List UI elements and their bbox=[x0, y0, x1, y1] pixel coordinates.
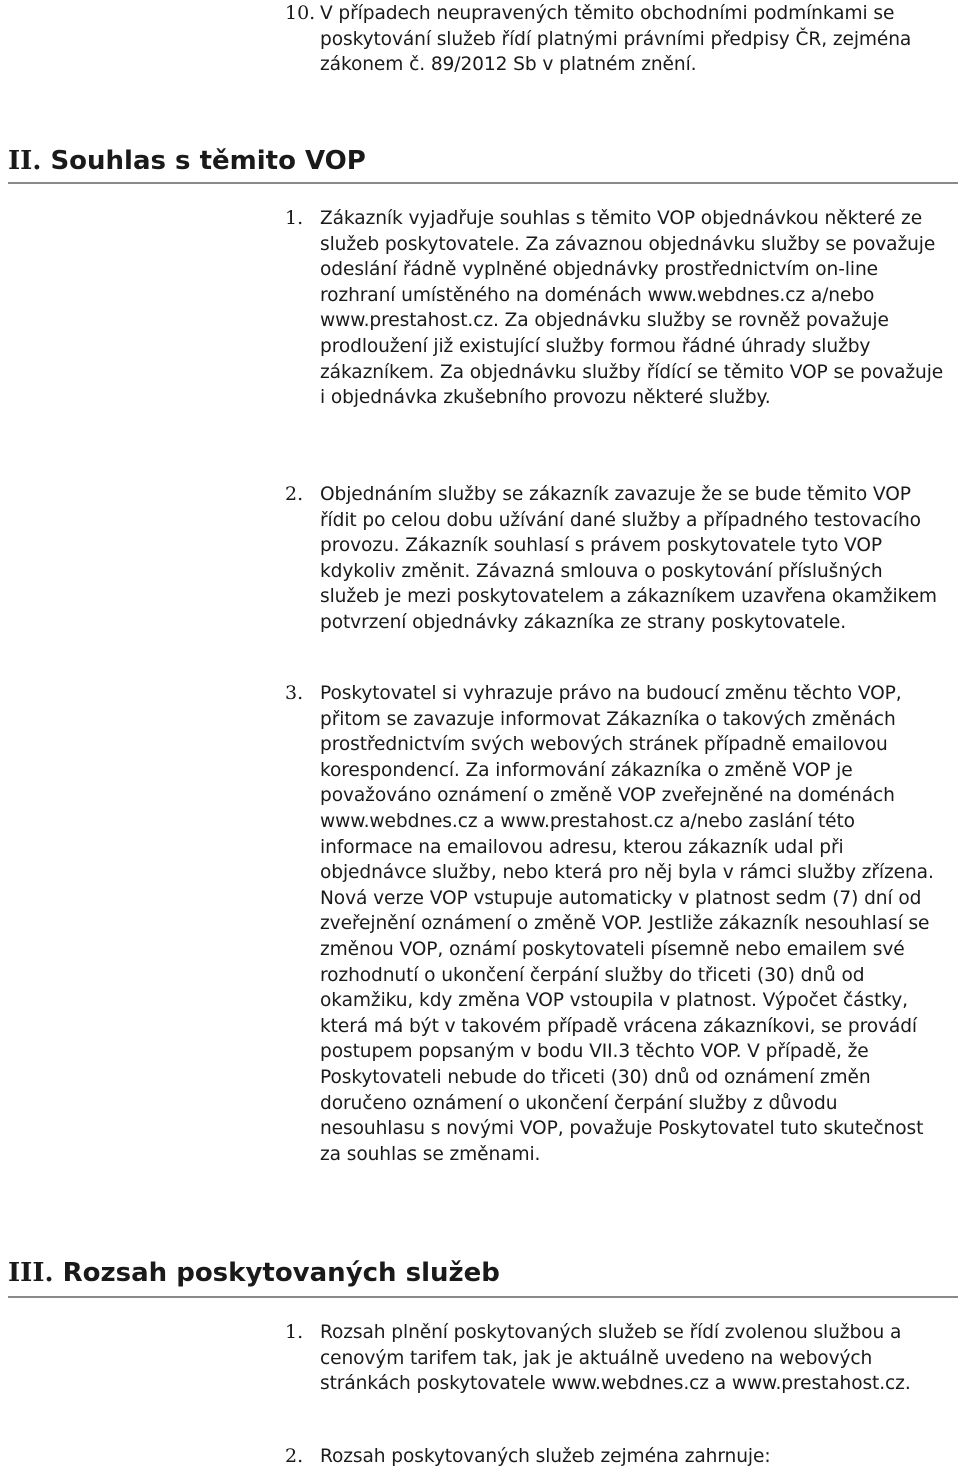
section-divider bbox=[8, 1296, 958, 1298]
section-numeral: III. bbox=[8, 1258, 54, 1288]
list-item-text: Rozsah plnění poskytovaných služeb se řídí zvolenou službou a cenovým tarifem tak, jak je aktuálně uvedeno na webových stránkách poskytovatele www.webdnes.cz a www.prestahost.cz. bbox=[320, 1322, 911, 1395]
list-item-text: V případech neupravených těmito obchodními podmínkami se poskytování služeb řídí platnými právními předpisy ČR, zejména zákonem č. 89/2012 Sb v platném znění. bbox=[320, 3, 912, 76]
list-item-number: 1. bbox=[285, 1321, 304, 1343]
list-item-number: 2. bbox=[285, 1445, 304, 1467]
section-numeral: II. bbox=[8, 146, 42, 176]
list-item-number: 1. bbox=[285, 207, 304, 229]
list-item-text: Zákazník vyjadřuje souhlas s těmito VOP objednávkou některé ze služeb poskytovatele. Za závaznou objednávku služby se považuje odeslání řádně vyplněné objednávky prostřednictvím on-line rozhraní umístěného na doménách www.webdnes.cz a/nebo www.prestahost.cz. Za objednávku služby se rovněž považuje prodloužení již existující služby formou řádné úhrady služby zákazníkem. Za objednávku služby řídící se těmito VOP se považuje i objednávka zkušebního provozu některé služby. bbox=[320, 208, 944, 409]
list-item-number: 2. bbox=[285, 483, 304, 505]
section-heading-3 bbox=[8, 1258, 500, 1288]
section-heading-2 bbox=[8, 146, 366, 176]
list-item-text: Poskytovatel si vyhrazuje právo na budoucí změnu těchto VOP, přitom se zavazuje informovat Zákazníka o takových změnách prostřednictvím svých webových stránek případně emailovou korespondencí. Za informování zákazníka o změně VOP je považováno oznámení o změně VOP zveřejněné na doménách www.webdnes.cz a www.prestahost.cz a/nebo zaslání této informace na emailovou adresu, kterou zákazník udal při objednávce služby, nebo která pro něj byla v rámci služby zřízena. Nová verze VOP vstupuje automaticky v platnost sedm (7) dní od zveřejnění oznámení o změně VOP. Jestliže zákazník nesouhlasí se změnou VOP, oznámí poskytovateli písemně nebo emailem své rozhodnutí o ukončení čerpání služby do třiceti (30) dnů od okamžiku, kdy změna VOP vstoupila v platnost. Výpočet částky, která má být v takovém případě vrácena zákazníkovi, se provádí postupem popsaným v bodu VII.3 těchto VOP. V případě, že Poskytovateli nebude do třiceti (30) dnů od oznámení změn doručeno oznámení o ukončení čerpání služby z důvodu nesouhlasu s novými VOP, považuje Poskytovatel tuto skutečnost za souhlas se změnami. bbox=[320, 683, 934, 1165]
section-title: Rozsah poskytovaných služeb bbox=[62, 1258, 500, 1288]
list-item-number: 10. bbox=[285, 2, 316, 24]
list-item-text: Rozsah poskytovaných služeb zejména zahrnuje: bbox=[320, 1446, 771, 1467]
section-title: Souhlas s těmito VOP bbox=[50, 146, 366, 176]
list-item-number: 3. bbox=[285, 682, 304, 704]
section-divider bbox=[8, 182, 958, 184]
list-item-text: Objednáním služby se zákazník zavazuje že se bude těmito VOP řídit po celou dobu užívání dané služby a případného testovacího provozu. Zákazník souhlasí s právem poskytovatele tyto VOP kdykoliv změnit. Závazná smlouva o poskytování příslušných služeb je mezi poskytovatelem a zákazníkem uzavřena okamžikem potvrzení objednávky zákazníka ze strany poskytovatele. bbox=[320, 484, 937, 633]
